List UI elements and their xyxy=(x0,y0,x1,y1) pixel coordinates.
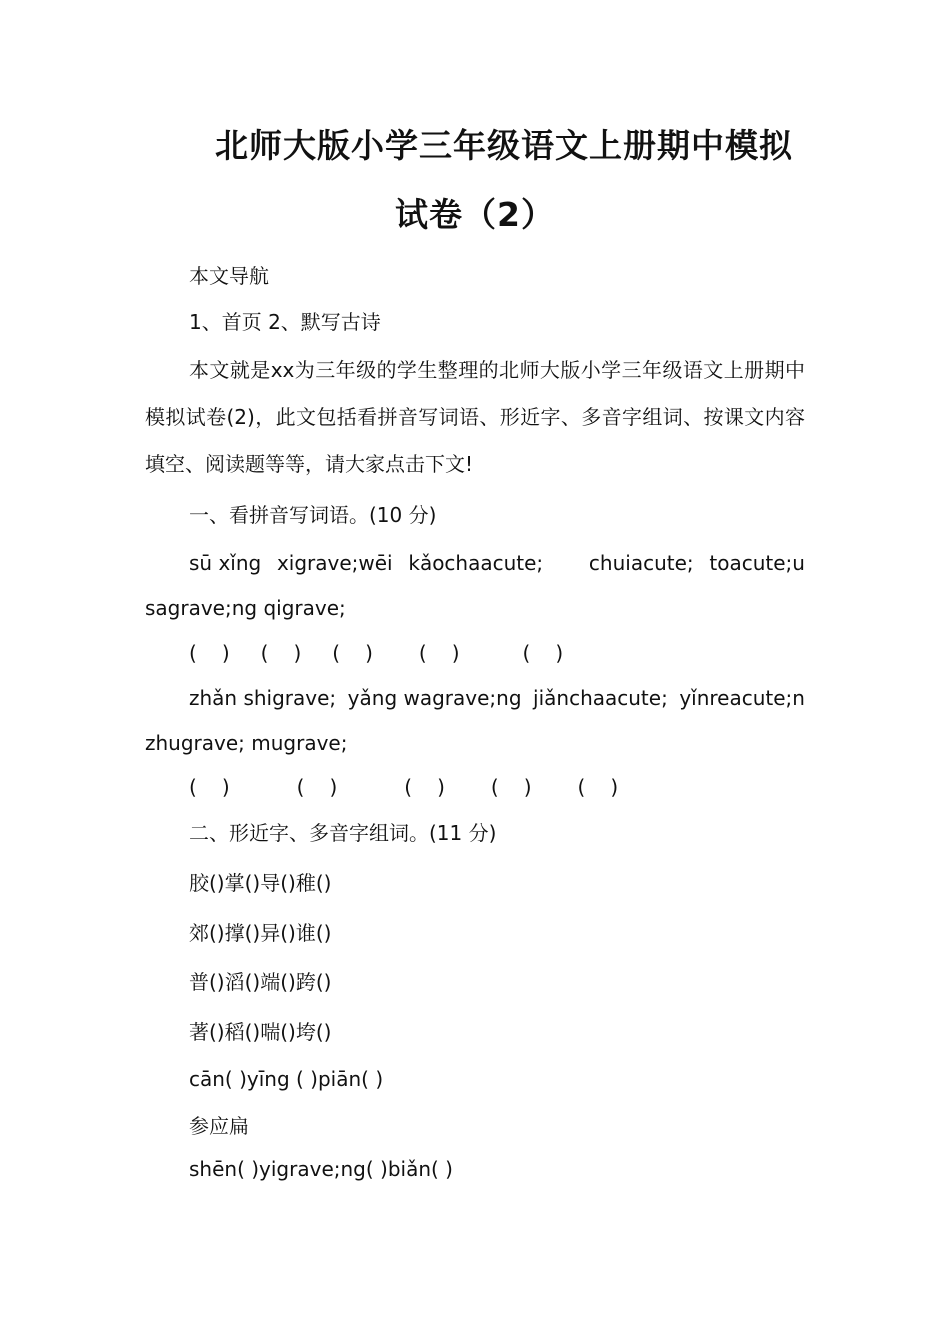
section1-heading: 一、看拼音写词语。(10 分) xyxy=(189,503,437,527)
blank-close: ) xyxy=(221,775,230,799)
document-title-line1: 北师大版小学三年级语文上册期中模拟 xyxy=(215,126,793,165)
blank-close: ) xyxy=(451,641,460,665)
similar-chars-row: 普()滔()端()跨() xyxy=(189,970,332,994)
pinyin-row-2 xyxy=(145,684,805,712)
pinyin-item: toacute;u xyxy=(709,551,805,575)
blank-close: ) xyxy=(221,641,230,665)
polyphone-pinyin-row-1: cān( )yīng ( )piān( ) xyxy=(189,1067,384,1091)
blank-close: ) xyxy=(523,775,532,799)
pinyin-item: jiǎnchaacute; xyxy=(533,686,668,710)
answer-blanks-row-2 xyxy=(145,773,805,801)
blank-open: ( xyxy=(189,641,197,665)
blank-open: ( xyxy=(260,641,269,665)
blank-open: ( xyxy=(296,775,305,799)
section2-heading: 二、形近字、多音字组词。(11 分) xyxy=(189,821,497,845)
pinyin-item: sū xǐng xyxy=(189,551,262,575)
blank-open: ( xyxy=(418,641,427,665)
similar-chars-row: 郊()撑()异()谁() xyxy=(189,921,332,945)
blank-close: ) xyxy=(365,641,373,665)
blank-open: ( xyxy=(404,775,413,799)
pinyin-item: chuiacute; xyxy=(588,551,694,575)
blank-open: ( xyxy=(490,775,499,799)
blank-close: ) xyxy=(437,775,445,799)
blank-close: ) xyxy=(329,775,338,799)
blank-open: ( xyxy=(332,641,341,665)
pinyin-item: zhǎn shigrave; xyxy=(189,686,337,710)
blank-close: ) xyxy=(293,641,302,665)
blank-close: ) xyxy=(610,775,619,799)
polyphone-chars: 参应扁 xyxy=(189,1114,249,1138)
polyphone-pinyin-row-2: shēn( )yigrave;ng( )biǎn( ) xyxy=(189,1157,453,1181)
pinyin-row-1 xyxy=(145,549,805,577)
pinyin-item: yǎng wagrave;ng xyxy=(347,686,522,710)
blank-open: ( xyxy=(577,775,586,799)
pinyin-row-1-wrap: sagrave;ng qigrave; xyxy=(145,596,346,620)
nav-links[interactable]: 1、首页 2、默写古诗 xyxy=(189,310,381,334)
pinyin-row-2-wrap: zhugrave; mugrave; xyxy=(145,731,348,755)
blank-close: ) xyxy=(555,641,564,665)
similar-chars-row: 著()稻()喘()垮() xyxy=(189,1020,332,1044)
blank-open: ( xyxy=(522,641,531,665)
document-title-line2: 试卷（2） xyxy=(395,195,555,234)
intro-paragraph: 本文就是xx为三年级的学生整理的北师大版小学三年级语文上册期中模拟试卷(2)，此文包括看拼音写词语、形近字、多音字组词、按课文内容填空、阅读题等等，请大家点击下文! xyxy=(145,358,805,476)
blank-open: ( xyxy=(189,775,197,799)
nav-label: 本文导航 xyxy=(189,264,269,288)
pinyin-item: kǎochaacute; xyxy=(408,551,544,575)
answer-blanks-row-1 xyxy=(145,639,805,667)
similar-chars-row: 胶()掌()导()稚() xyxy=(189,871,332,895)
pinyin-item: xigrave;wēi xyxy=(276,551,393,575)
pinyin-item: yǐnreacute;n xyxy=(679,686,805,710)
